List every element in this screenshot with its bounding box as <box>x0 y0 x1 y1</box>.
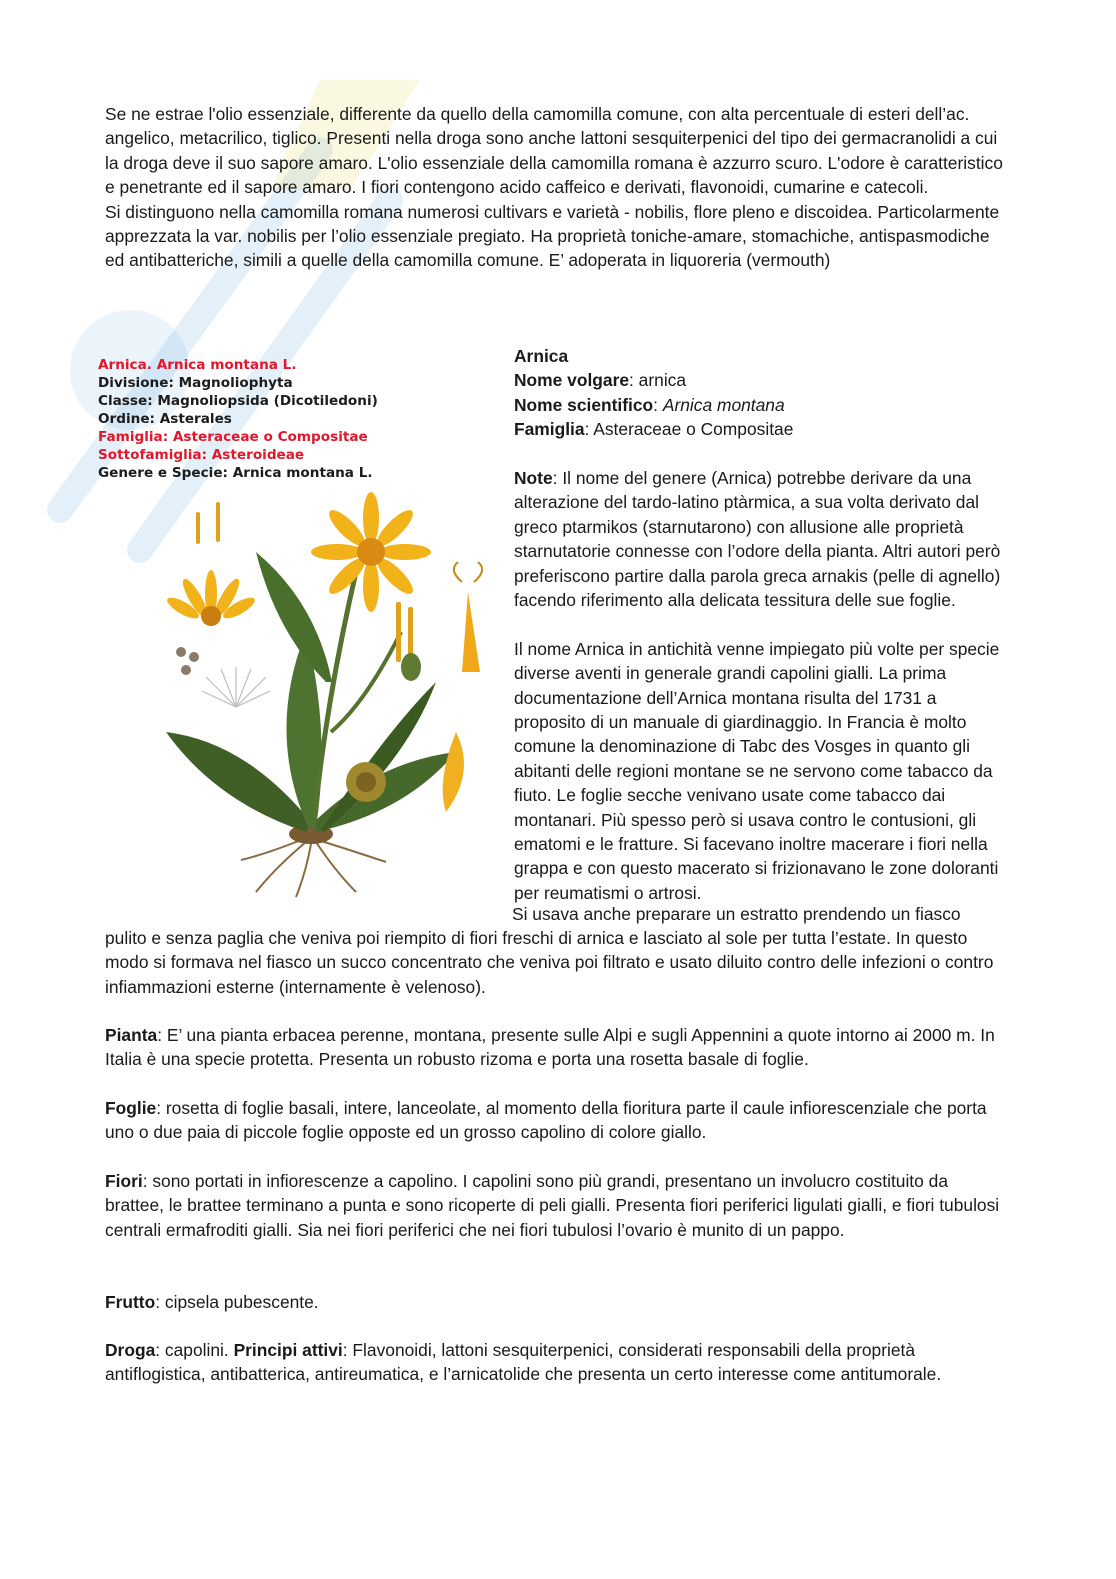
figure-row-value: Asteroideae <box>211 447 305 463</box>
common-name-value: : arnica <box>629 370 687 391</box>
family-value: : Asteraceae o Compositae <box>584 419 794 440</box>
figure-row-key: Sottofamiglia: <box>98 447 208 463</box>
arnica-title: Arnica <box>514 346 569 366</box>
section-frutto <box>105 1290 1005 1314</box>
droga-text: : capolini. <box>155 1340 234 1360</box>
principi-text: : Flavonoidi, lattoni sesquiterpenici, considerati responsabili della proprietà antiflogistica, antibatterica, antireumatica, e l’arnicatolide che presenta un certo interesse come antitumorale. <box>105 1340 942 1385</box>
frutto-label: Frutto <box>105 1292 156 1312</box>
section-foglie <box>105 1096 1005 1145</box>
note-paragraph <box>514 466 1006 612</box>
fiori-text: : sono portati in infiorescenze a capolino. I capolini sono più grandi, presentano un involucro costituito da brattee, le brattee terminano a punta e sono ricoperte di peli gialli. Presenta fiori periferici ligulati gialli, e fiori tubulosi centrali ermafroditi gialli. Sia nei fiori periferici che nei fiori tubulosi l’ovario è munito di un pappo. <box>105 1171 1000 1240</box>
note-text: : Il nome del genere (Arnica) potrebbe derivare da una alterazione del tardo-latino ptàrmica, a sua volta derivato dal greco ptarmikos (starnutarono) con allusione alle proprietà starnutatorie connesse con l’odore della pianta. Altri autori però preferiscono partire dalla parola greca arnakis (pelle di agnello) facendo riferimento alla delicata tessitura delle sue foglie. <box>514 468 1001 611</box>
figure-row-value: Asterales <box>159 411 232 427</box>
fiori-label: Fiori <box>105 1171 143 1191</box>
figure-row-genere <box>98 464 373 483</box>
arnica-illustration <box>96 352 496 904</box>
scientific-name-label: Nome scientifico <box>514 394 654 415</box>
droga-label: Droga <box>105 1340 156 1360</box>
figure-row-classe <box>98 392 378 411</box>
figure-row-divisione <box>98 374 293 393</box>
foglie-label: Foglie <box>105 1098 157 1118</box>
intro-block <box>105 102 1005 273</box>
history-text: Il nome Arnica in antichità venne impiegato più volte per specie diverse aventi in generale grandi capolini gialli. La prima documentazione dell’Arnica montana risulta del 1731 a proposito di un manuale di giardinaggio. In Francia è molto comune la denominazione di Tabc des Vosges in quanto gli abitanti delle regioni montane se ne servono come tabacco da fiuto. Le foglie secche venivano usate come tabacco dai montanari. Più spesso però si usava contro le contusioni, gli ematomi e le fratture. Si facevano inoltre macerare i fiori nella grappa e con questo macerato si frizionavano le zone doloranti per reumatismi o artrosi. <box>514 638 1000 903</box>
figure-row-key: Famiglia: <box>98 429 169 445</box>
figure-row-value: Magnoliopsida (Dicotiledoni) <box>157 393 378 409</box>
scientific-name-separator: : <box>653 394 663 415</box>
family-label: Famiglia <box>514 419 585 440</box>
figure-row-key: Classe: <box>98 393 153 409</box>
note-label: Note <box>514 468 553 488</box>
foglie-text: : rosetta di foglie basali, intere, lanceolate, al momento della fioritura parte il caule infiorescenziale che porta uno o due paia di piccole foglie opposte ed un grosso capolino di colore giallo. <box>105 1098 987 1143</box>
intro-paragraph-2: Si distinguono nella camomilla romana numerosi cultivars e varietà - nobilis, flore pleno e discoidea. Particolarmente apprezzata la var. nobilis per l’olio essenziale pregiato. Ha proprietà toniche-amare, stomachiche, antispasmodiche ed antibatteriche, simili a quelle della camomilla comune. E’ adoperata in liquoreria (vermouth) <box>105 201 1000 271</box>
arnica-heading <box>514 344 1006 368</box>
section-pianta <box>105 1023 1005 1072</box>
figure-row-key: Divisione: <box>98 375 174 391</box>
family-line <box>514 417 1006 441</box>
figure-row-famiglia <box>98 428 368 447</box>
principi-label: Principi attivi <box>233 1340 343 1360</box>
pianta-label: Pianta <box>105 1025 158 1045</box>
figure-title: Arnica. Arnica montana L. <box>98 357 297 373</box>
figure-row-sottofamiglia <box>98 446 304 465</box>
common-name-line <box>514 368 1006 392</box>
wrap-first-line: Si usava anche preparare un estratto prendendo un fiasco <box>512 903 961 924</box>
scientific-name-value: Arnica montana <box>662 394 785 415</box>
figure-row-key: Ordine: <box>98 411 155 427</box>
figure-row-ordine <box>98 410 232 429</box>
common-name-label: Nome volgare <box>514 370 630 391</box>
section-fiori <box>105 1169 1005 1242</box>
figure-row-value: Asteraceae o Compositae <box>172 429 368 445</box>
scientific-name-line <box>514 393 1006 417</box>
section-droga <box>105 1338 1005 1387</box>
figure-row-key: Genere e Specie: <box>98 465 228 481</box>
history-paragraph <box>514 637 1006 905</box>
figure-row-value: Magnoliophyta <box>178 375 293 391</box>
plant-drawing <box>156 482 496 902</box>
frutto-text: : cipsela pubescente. <box>155 1292 319 1312</box>
figure-row-value: Arnica montana L. <box>232 465 373 481</box>
wrap-continuation: pulito e senza paglia che veniva poi riempito di fiori freschi di arnica e lasciato al sole per tutta l’estate. In questo modo si formava nel fiasco un succo concentrato che veniva poi filtrato e usato diluito contro delle infezioni o contro infiammazioni esterne (internamente è velenoso). <box>105 928 994 997</box>
intro-paragraph-1: Se ne estrae l'olio essenziale, differente da quello della camomilla comune, con alta percentuale di esteri dell’ac. angelico, metacrilico, tiglico. Presenti nella droga sono anche lattoni sesquiterpenici del tipo dei germacranolidi a cui la droga deve il suo sapore amaro. L'olio essenziale della camomilla romana è azzurro scuro. L'odore è caratteristico e penetrante ed il sapore amaro. I fiori contengono acido caffeico e derivati, flavonoidi, cumarine e catecoli. <box>105 104 1003 198</box>
pianta-text: : E’ una pianta erbacea perenne, montana, presente sulle Alpi e sugli Appennini a quote intorno ai 2000 m. In Italia è una specie protetta. Presenta un robusto rizoma e porta una rosetta basale di foglie. <box>105 1025 995 1070</box>
